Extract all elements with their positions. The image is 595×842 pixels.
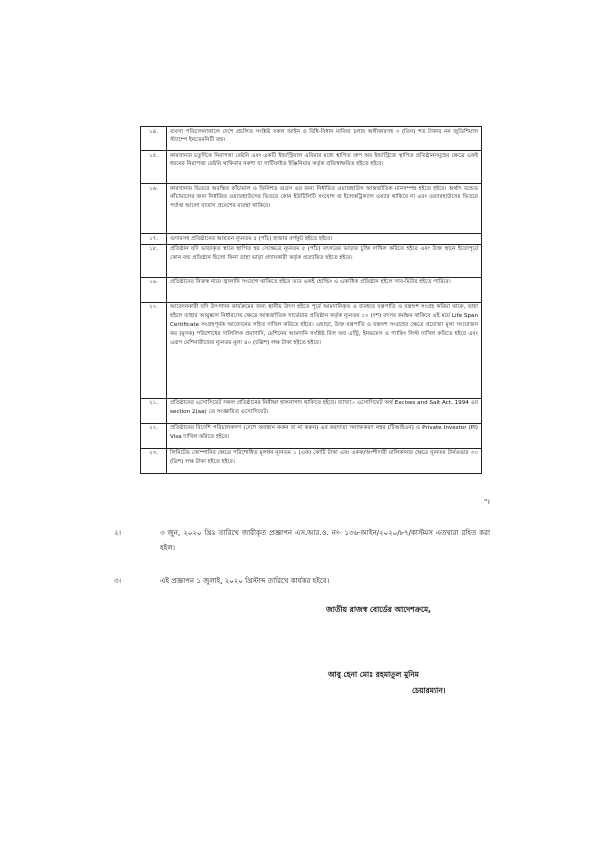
row-text: প্রতিষ্ঠানের নিজস্ব নামে জ্বালানি সংযোগ থাকিতে হইবে তবে একই হোল্ডিং এ একাধিক প্রতিষ্ঠান হইলে সাব-মিটার হইতে পারিবে। [167, 277, 482, 302]
table-row [141, 277, 482, 302]
signatory-name: আবু হেনা মোঃ রহমাতুল মুনিম [328, 670, 419, 679]
table-row [141, 184, 482, 234]
row-number: ১৬. [141, 184, 167, 234]
paragraph-3-text: এই প্রজ্ঞাপন ১ জুলাই, ২০২০ খ্রিস্টাব্দ তারিখে কার্যকর হইবে। [160, 577, 330, 585]
row-text: লিমিটেড কোম্পানির ক্ষেত্রে পরিশোধিত মূলধন ন্যূনতম ১ (এক) কোটি টাকা এবং একক/অংশীদারী মালিকানার ক্ষেত্রে ন্যূনতম টার্নওভার ৩০ (ত্রিশ) লক্ষ টাকা হইতে হইবে। [167, 448, 482, 473]
table-row [141, 398, 482, 423]
row-number: ১৭. [141, 234, 167, 245]
row-text: কারখানার চতুর্দিকে নিরাপত্তা বেষ্টনি এবং একটি ইন্ডাস্ট্রিয়াল এরিয়ার মধ্যে স্থাপিত গ্রুপ অব ইন্ডাস্ট্রিজে স্থাপিত প্রতিষ্ঠানসমূহের ক্ষেত্রে একই ধরনের নিরাপত্তা বেষ্টনি থাকিবার নকশা যা সার্টিফাইড ইঞ্জিনিয়ার কর্তৃক প্রতিস্বাক্ষরিত হইতে হইবে। [167, 151, 482, 184]
order-line: জাতীয় রাজস্ব বোর্ডের আদেশক্রমে, [326, 605, 431, 614]
table-row [141, 244, 482, 277]
table-row [141, 151, 482, 184]
signatory-title: চেয়ারম্যান। [412, 686, 446, 695]
row-number: ১৫. [141, 151, 167, 184]
row-number: ১৪. [141, 127, 167, 151]
row-text: প্রতিষ্ঠানের বিদেশি পরিচালকগণ (দেশে অবস্থান করুন বা না করুন) এর করদাতা সনাক্তকরণ নম্বর (টিআইএন) ও Private Investor (PI) Visa দাখিল করিতে হইবে। [167, 423, 482, 448]
row-number: ২১. [141, 398, 167, 423]
row-text: প্রতিষ্ঠান যদি ভাড়াকৃত স্থানে স্থাপিত হয় সেক্ষেত্রে ন্যূনতম ৫ (পাঁচ) বৎসরের ভাড়ার চুক্তি দাখিল করিতে হইবে এবং উক্ত স্থানে ইতোপূর্বে কোন বন্ড প্রতিষ্ঠান ছিলো কিনা তাহা ভাড়া প্রদানকারী কর্তৃক প্রত্যায়িত হইতে হইবে। [167, 244, 482, 277]
row-text: ব্যবসা পরিচালনাকালে দেশে প্রচলিত সংশ্লিষ্ট সকল আইন ও বিধি-বিধান মানিয়া চলার অঙ্গীকারসহ ৩ (তিন) শত টাকার নন জুডিশিয়াল স্ট্যাম্পে ইনডেমনিটি বন্ড। [167, 127, 482, 151]
row-text: কারখানার ভিতরে অবস্থিত কাঁচামাল ও ফিনিশড গুডস এর জন্য নির্ধারিত ওয়্যারহাউস আন্তর্জাতিক মানসম্পন্ন হইতে হইবে। অর্থাৎ বন্ডেড কাঁচামালের জন্য নির্ধারিত ওয়্যারহাউসের ভিতরে কোন ইউটিলিটি সংযোগ বা ইলেকট্রিক্যাল ওয়্যার থাকিবে না এবং ওয়্যারহাউসের ভিতরে পর্যাপ্ত আলো বাতাস প্রবেশের ব্যবস্থা থাকিবে। [167, 184, 482, 234]
row-number: ২৩. [141, 448, 167, 473]
row-number: ২২. [141, 423, 167, 448]
row-text: প্রতিষ্ঠানের এসোসিয়েট সকল প্রতিষ্ঠানের নিরীক্ষা হালনাগাদ থাকিতে হইবে। ব্যাখ্যা:- এসোসিয়েট অর্থ Excises and Salt Act, 1994 এর section 2(aa) তে সংজ্ঞায়িত এসোসিয়েট। [167, 398, 482, 423]
row-text: আবেদনকারী যদি উৎপাদন কার্যক্রমের জন্য স্থানীয় উৎস হইতে পূর্বে আমদানিকৃত ও ব্যবহৃত যন্ত্রপাতি ও যন্ত্রাংশ সংগ্রহ করিয়া থাকে, তাহা হইলে তাহার আয়ুষ্কাল নির্ধারণের ক্ষেত্রে আন্তর্জাতিক সার্ভেয়ার প্রতিষ্ঠান কর্তৃক ন্যূনতম ১০ (দশ) বৎসর কর্মক্ষম থাকিবে এই মর্মে Life Span Certificate সংগ্রহপূর্বক আবেদনের সহিত দাখিল করিতে হইবে। এছাড়া, উক্ত যন্ত্রপাতি ও যন্ত্রাংশ সংগ্রহের ক্ষেত্রে প্রযোজ্য মূল্য সংযোজন কর (মূসক) পরিশোধের দালিলিক প্রমাণাদি, মেশিনের আমদানি সংশ্লিষ্ট বিল অব এন্ট্রি, ইনভয়েস ও প্যাকিং লিস্ট দাখিল করিতে হইবে এবং এরূপ মেশিনারীজের ন্যূনতম মূল্য ৪০ (চল্লিশ) লক্ষ টাকা হইতে হইবে। [167, 302, 482, 398]
table-closing-mark: "। [484, 498, 490, 506]
table-row [141, 127, 482, 151]
row-text: গুদামসহ প্রতিষ্ঠানের আয়তন ন্যূনতম ৫ (পাঁচ) হাজার বর্গফুট হইতে হইবে। [167, 234, 482, 245]
paragraph-2-text: ৩ জুন, ২০২০ খ্রিঃ তারিখে জারীকৃত প্রজ্ঞাপন এস.আর.ও. নং- ১৩৬-আইন/২০২০/৮৭/কাস্টমস এতদ্বারা রহিত করা হইল। [160, 529, 490, 552]
paragraph-2-number: ২। [114, 529, 122, 537]
row-number: ১৮. [141, 244, 167, 277]
row-number: ১৯. [141, 277, 167, 302]
row-number: ২০. [141, 302, 167, 398]
table-row [141, 448, 482, 473]
conditions-table-body [141, 127, 482, 474]
table-row [141, 234, 482, 245]
paragraph-3-number: ৩। [114, 577, 122, 585]
table-row [141, 423, 482, 448]
conditions-table [140, 126, 482, 474]
table-row [141, 302, 482, 398]
